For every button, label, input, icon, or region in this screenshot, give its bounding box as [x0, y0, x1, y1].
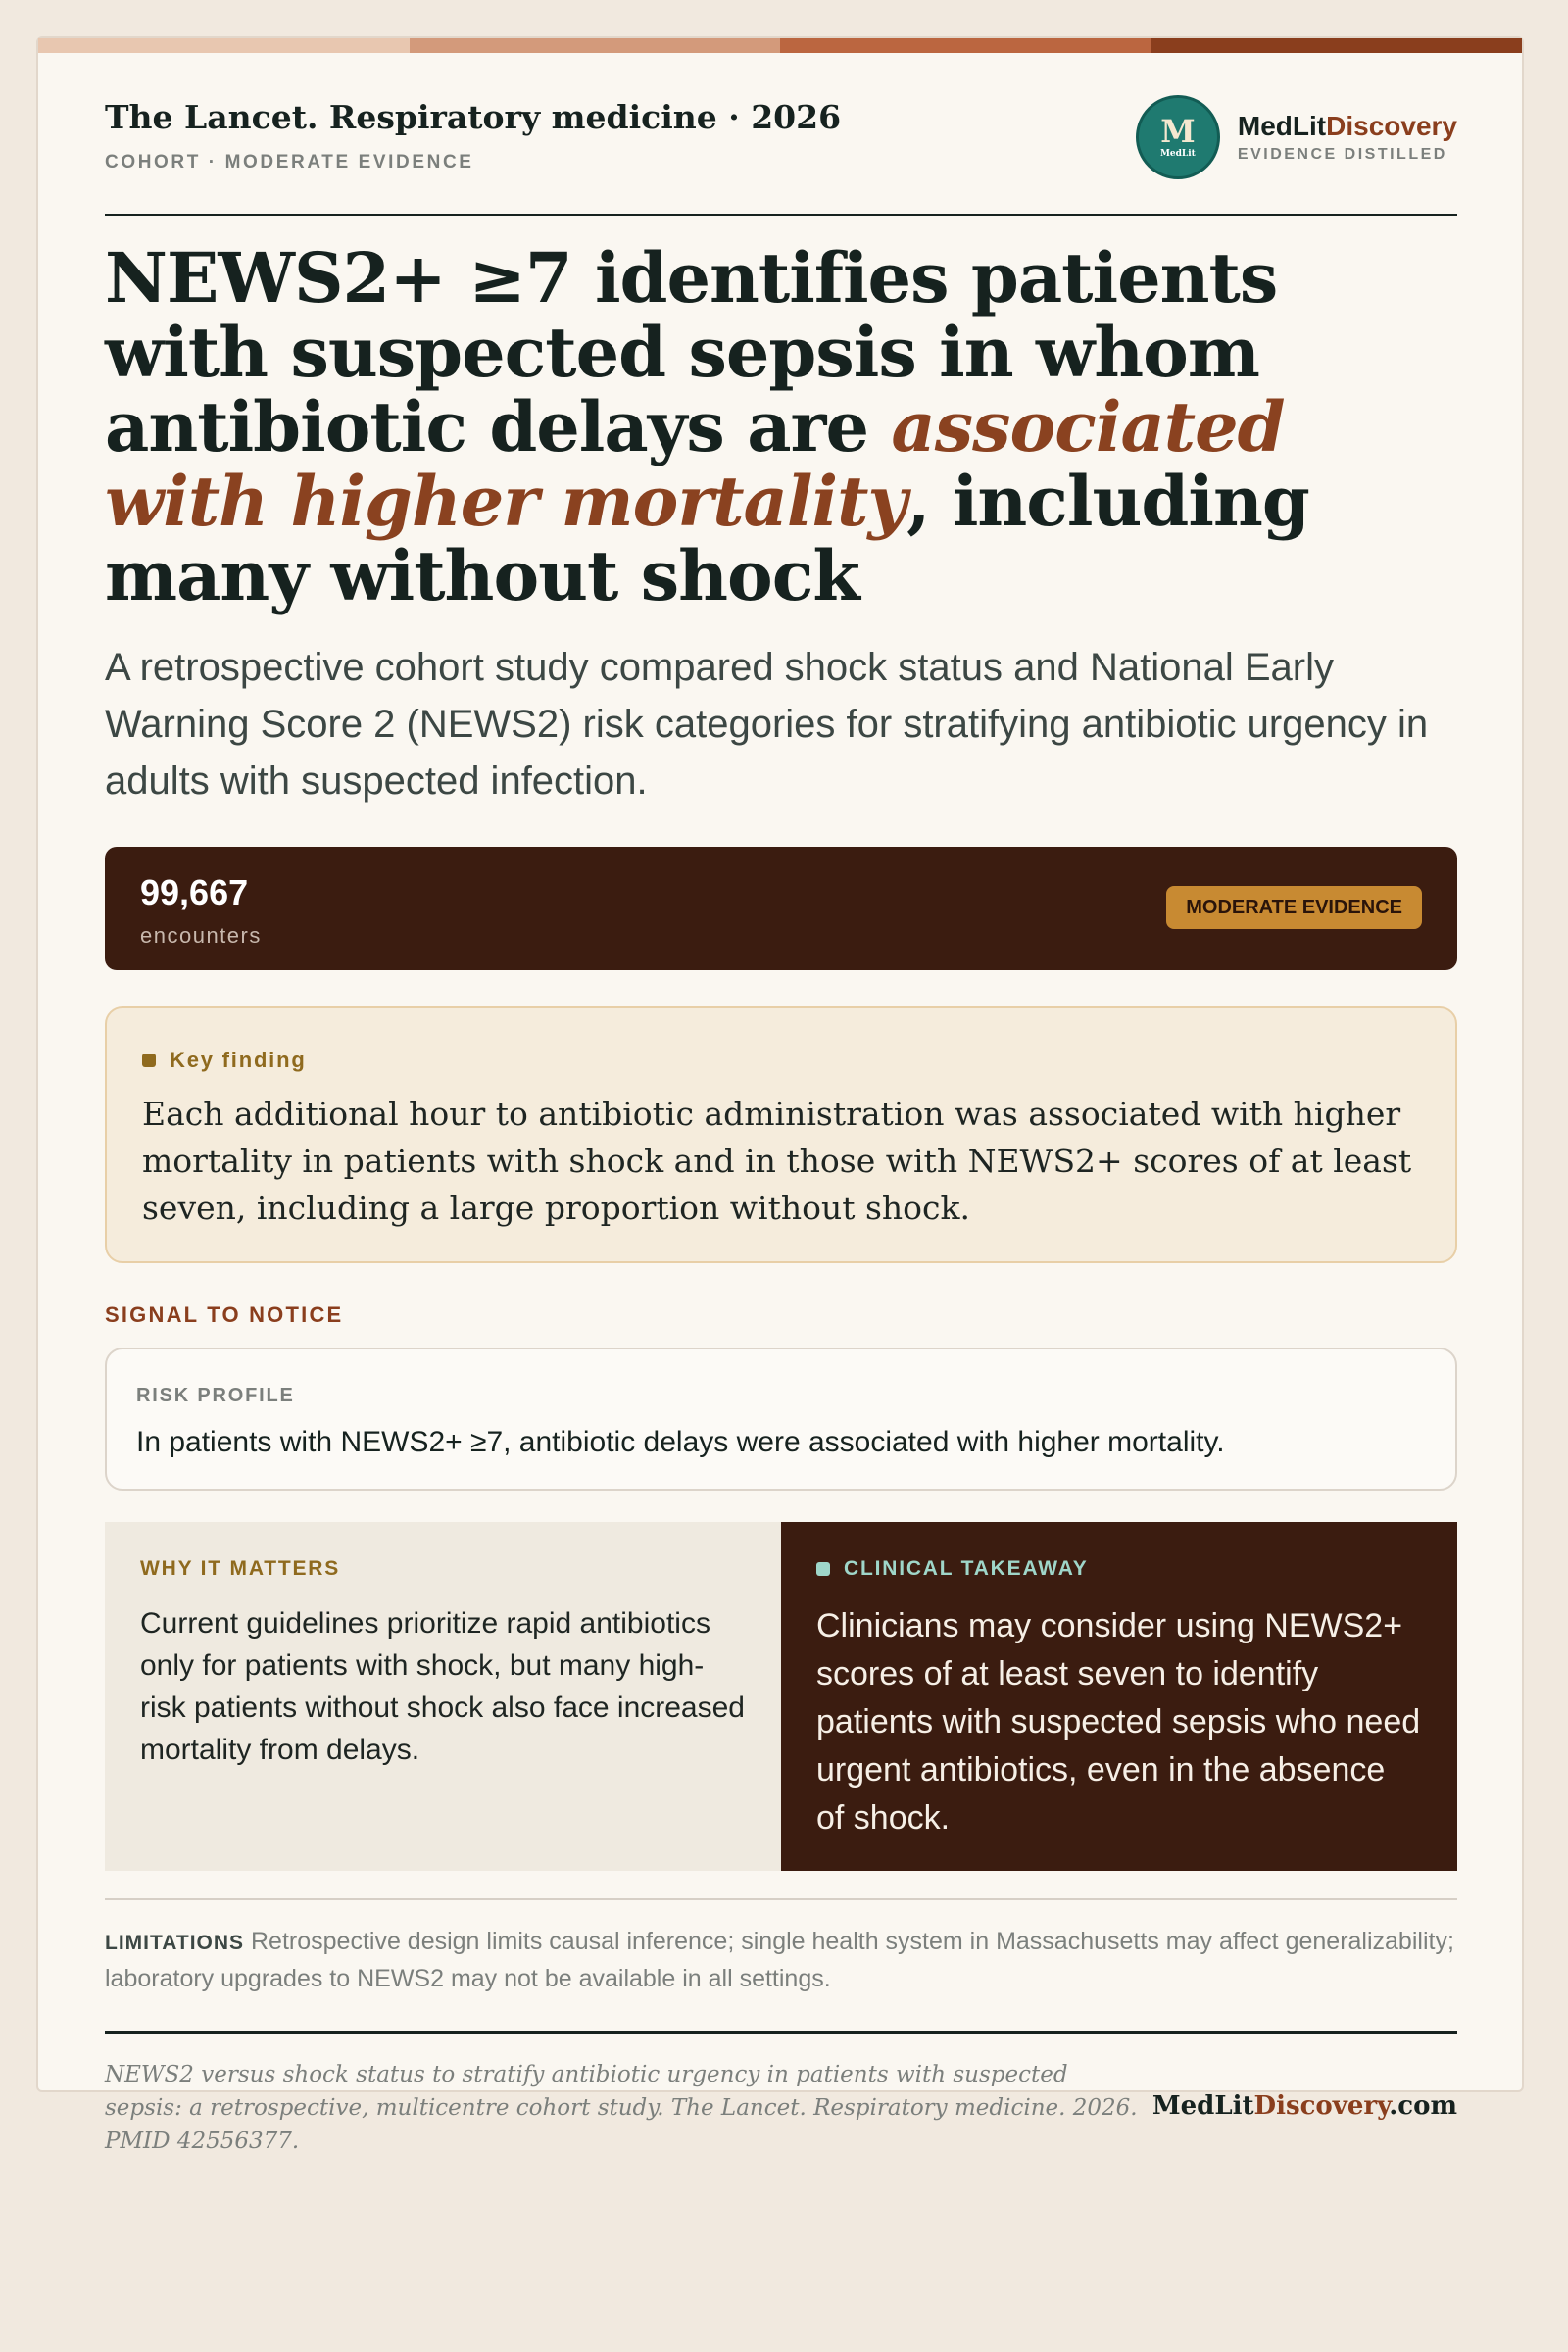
logo-text: MedLit [1159, 149, 1196, 159]
footer [105, 2031, 1457, 2154]
brand-name-part1: MedLit [1237, 111, 1327, 141]
headline-after: , including many without shock [105, 461, 1309, 616]
risk-profile-box [105, 1348, 1457, 1491]
brand-text [1238, 111, 1457, 164]
brand-block[interactable] [1136, 94, 1457, 180]
headline-before: NEWS2+ ≥7 identifies patients with suspected sepsis in whom antibiotic delays are [105, 237, 1278, 467]
medlit-seal-icon [1136, 95, 1220, 179]
key-finding-label-text: Key finding [170, 1048, 307, 1072]
key-finding-box [105, 1006, 1457, 1263]
citation: NEWS2 versus shock status to stratify antibiotic urgency in patients with suspected sepsis: a retrospective, multicentre cohort study. The Lancet. Respiratory medicine. 2026. PMID 42556377. [105, 2062, 1138, 2154]
key-finding-text: Each additional hour to antibiotic administration was associated with higher mortality in patients with shock and in those with NEWS2+ scores of at least seven, including a large proportion without shock. [142, 1095, 1412, 1227]
signal-title: SIGNAL TO NOTICE [105, 1302, 344, 1327]
brand-name [1238, 111, 1457, 142]
design-line: COHORT · MODERATE EVIDENCE [105, 152, 474, 172]
stripe-segment-3 [780, 38, 1152, 53]
stripe-segment-1 [38, 38, 410, 53]
site-link[interactable] [1152, 2091, 1457, 2121]
headline [105, 237, 1457, 616]
clinical-takeaway-label [816, 1557, 1422, 1581]
stat-bar [105, 847, 1457, 970]
card-content [105, 53, 1457, 2154]
bullet-icon [816, 1562, 830, 1576]
bullet-icon [142, 1054, 156, 1067]
clinical-takeaway-panel [781, 1522, 1457, 1871]
brand-tagline: EVIDENCE DISTILLED [1237, 146, 1447, 163]
key-finding-label [142, 1048, 307, 1073]
limitations [105, 1898, 1457, 1997]
risk-profile-label: RISK PROFILE [136, 1385, 295, 1406]
stripe-segment-2 [410, 38, 781, 53]
color-stripe [38, 38, 1522, 53]
limitations-label: LIMITATIONS [105, 1932, 245, 1954]
stripe-segment-4 [1152, 38, 1523, 53]
why-it-matters-text: Current guidelines prioritize rapid antibiotics only for patients with shock, but many high-risk patients without shock also face increased mortality from delays. [140, 1607, 745, 1766]
brand-name-part2: Discovery [1326, 111, 1457, 141]
clinical-takeaway-label-text: CLINICAL TAKEAWAY [844, 1557, 1089, 1580]
summary-card [36, 36, 1524, 2154]
stat-value: 99,667 [140, 872, 249, 912]
evidence-badge: MODERATE EVIDENCE [1166, 886, 1422, 929]
site-part3: .com [1389, 2091, 1457, 2121]
header [105, 53, 1457, 216]
why-it-matters-label: WHY IT MATTERS [140, 1557, 341, 1580]
site-part2: Discovery [1253, 2091, 1390, 2121]
clinical-takeaway-text: Clinicians may consider using NEWS2+ scores of at least seven to identify patients with suspected sepsis who need urgent antibiotics, even in the absence of shock. [816, 1607, 1421, 1837]
risk-profile-text: In patients with NEWS2+ ≥7, antibiotic delays were associated with higher mortality. [136, 1426, 1225, 1458]
logo-letter: M [1160, 113, 1196, 150]
split-panels [105, 1522, 1457, 1871]
site-part1: MedLit [1152, 2091, 1254, 2121]
why-it-matters-panel [105, 1522, 781, 1871]
journal-line: The Lancet. Respiratory medicine · 2026 [105, 98, 842, 136]
headline-highlight: associated with higher mortality [105, 386, 1285, 542]
stat-unit: encounters [140, 923, 262, 948]
dek: A retrospective cohort study compared shock status and National Early Warning Score 2 (NEWS2) risk categories for stratifying antibiotic urgency in adults with suspected infection. [105, 646, 1429, 803]
limitations-text: Retrospective design limits causal inference; single health system in Massachusetts may affect generalizability; laboratory upgrades to NEWS2 may not be available in all settings. [105, 1928, 1454, 1992]
